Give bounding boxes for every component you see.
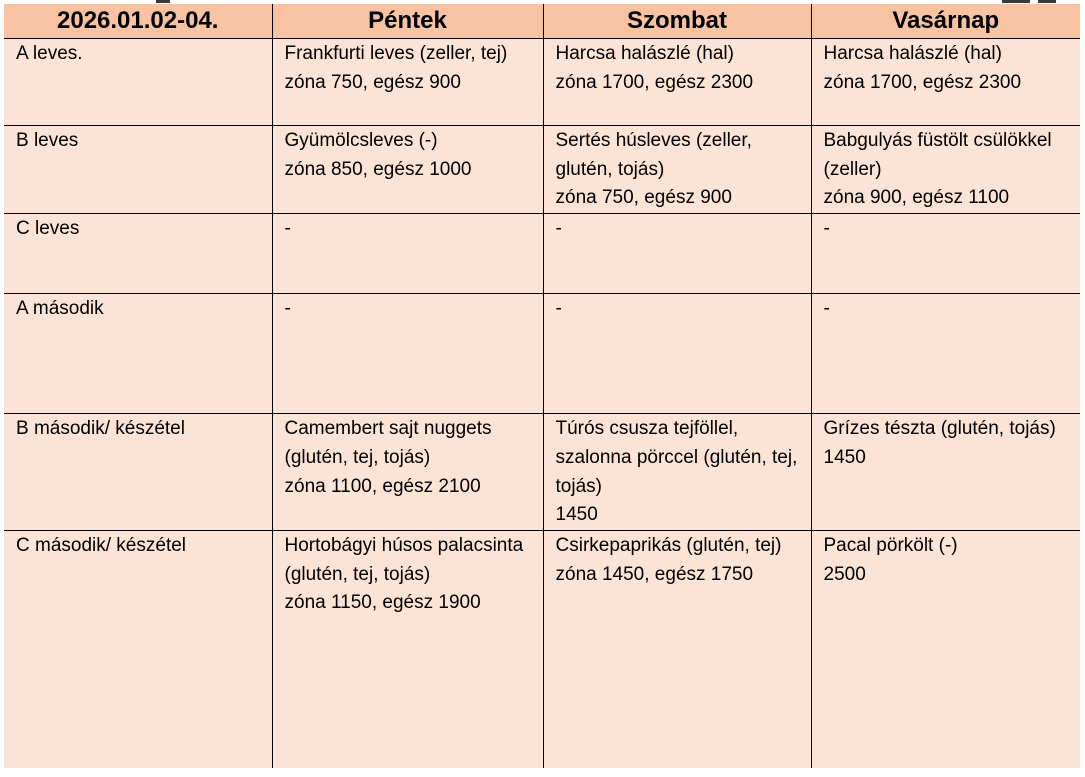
table-row: [4, 214, 1080, 294]
menu-cell: [543, 414, 811, 531]
menu-cell: [543, 214, 811, 294]
menu-cell: [543, 294, 811, 414]
table-row: [4, 530, 1080, 768]
dish-price: zóna 750, egész 900: [284, 71, 461, 93]
menu-cell: [272, 294, 543, 414]
dish-price: 1450: [555, 504, 598, 526]
dish-name: -: [284, 218, 291, 240]
dish-price: zóna 1100, egész 2100: [284, 475, 481, 497]
dish-name: -: [284, 298, 291, 320]
menu-cell: [272, 126, 543, 214]
day-header-saturday: Szombat: [543, 4, 811, 39]
course-label: A leves.: [4, 39, 272, 126]
dish-price: zóna 1150, egész 1900: [284, 592, 481, 614]
menu-cell: [811, 414, 1080, 531]
menu-cell: [811, 214, 1080, 294]
dish-price: zóna 1700, egész 2300: [555, 71, 754, 93]
dish-price: zóna 850, egész 1000: [284, 158, 472, 180]
table-row: [4, 126, 1080, 214]
menu-cell: [543, 126, 811, 214]
course-label: B második/ készétel: [4, 414, 272, 531]
day-header-sunday: Vasárnap: [811, 4, 1080, 39]
dish-name: Hortobágyi húsos palacsinta (glutén, tej, tojás): [284, 534, 524, 585]
dish-name: Camembert sajt nuggets (glutén, tej, tojás): [284, 418, 492, 468]
day-header-friday: Péntek: [272, 4, 543, 39]
dish-price: zóna 1450, egész 1750: [555, 563, 754, 585]
menu-cell: [811, 294, 1080, 414]
menu-cell: [272, 214, 543, 294]
dish-price: zóna 900, egész 1100: [823, 187, 1010, 209]
dish-name: -: [555, 218, 562, 240]
dish-name: Babgulyás füstölt csülökkel (zeller): [823, 130, 1052, 180]
dish-name: Harcsa halászlé (hal): [823, 43, 1002, 64]
menu-cell: [811, 39, 1080, 126]
date-range-header: 2026.01.02-04.: [4, 4, 272, 39]
dish-name: Gyümölcsleves (-): [284, 130, 438, 151]
course-label: C leves: [4, 214, 272, 294]
dish-name: Pacal pörkölt (-): [823, 534, 958, 556]
menu-cell: [272, 530, 543, 768]
menu-cell: [543, 530, 811, 768]
dish-name: -: [555, 298, 562, 320]
header-row: [4, 4, 1080, 39]
table-row: [4, 39, 1080, 126]
menu-cell: [811, 530, 1080, 768]
table-row: [4, 294, 1080, 414]
menu-cell: [272, 39, 543, 126]
dish-name: -: [823, 298, 830, 320]
course-label: C második/ készétel: [4, 530, 272, 768]
dish-name: Túrós csusza tejföllel, szalonna pörccel (glutén, tej, tojás): [555, 418, 798, 497]
course-label: A második: [4, 294, 272, 414]
table-row: [4, 414, 1080, 531]
dish-price: 1450: [823, 446, 866, 468]
weekly-menu-table: [4, 4, 1080, 768]
menu-cell: [543, 39, 811, 126]
menu-cell: [811, 126, 1080, 214]
dish-price: 2500: [823, 563, 866, 585]
dish-name: Frankfurti leves (zeller, tej): [284, 43, 508, 64]
dish-name: Grízes tészta (glutén, tojás): [823, 418, 1056, 440]
dish-price: zóna 1700, egész 2300: [823, 71, 1022, 93]
dish-name: Harcsa halászlé (hal): [555, 43, 734, 64]
dish-name: Sertés húsleves (zeller, glutén, tojás): [555, 130, 752, 180]
dish-name: -: [823, 218, 830, 240]
dish-price: zóna 750, egész 900: [555, 187, 732, 209]
dish-name: Csirkepaprikás (glutén, tej): [555, 534, 782, 556]
course-label: B leves: [4, 126, 272, 214]
menu-cell: [272, 414, 543, 531]
